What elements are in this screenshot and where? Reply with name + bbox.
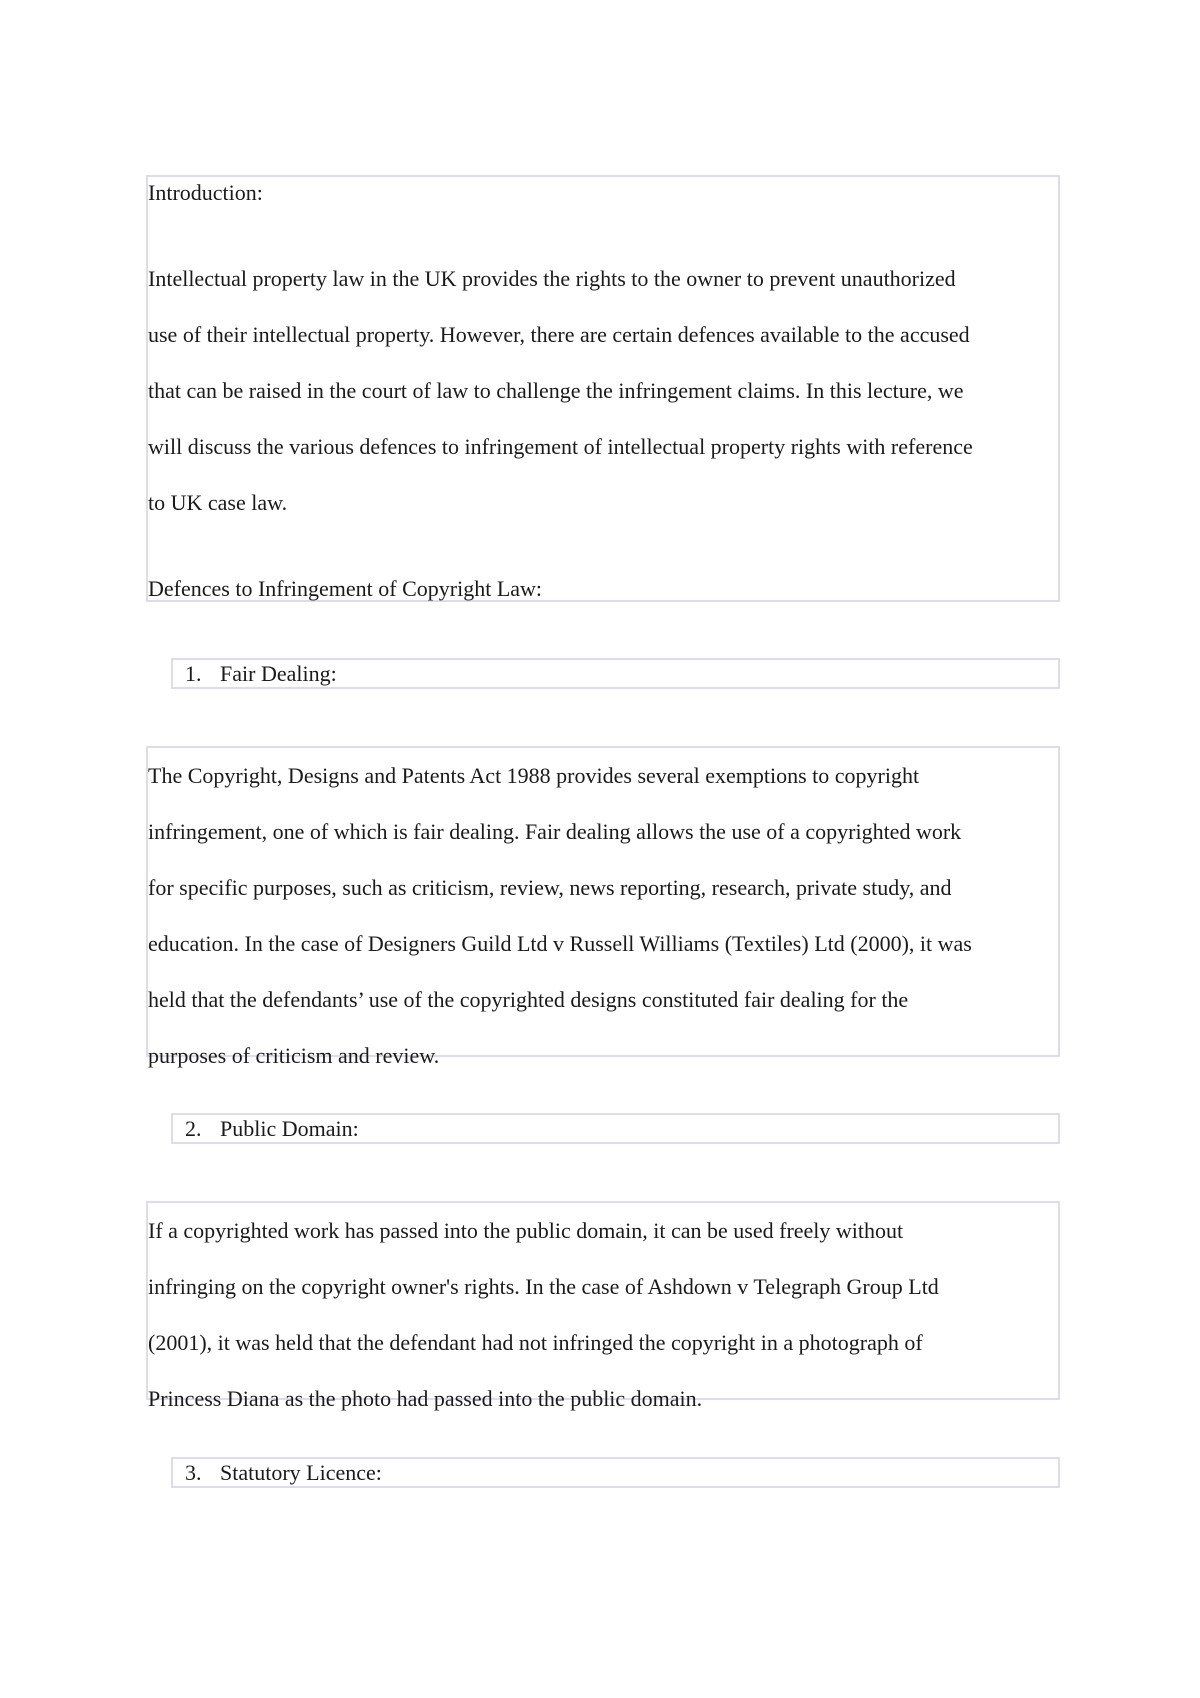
copyright-defences-heading: Defences to Infringement of Copyright Law:	[148, 576, 543, 601]
paragraph-line: education. In the case of Designers Guild Ltd v Russell Williams (Textiles) Ltd (2000), it was	[148, 931, 972, 956]
paragraph-line: (2001), it was held that the defendant had not infringed the copyright in a photograph of	[148, 1330, 923, 1355]
paragraph-line: Princess Diana as the photo had passed into the public domain.	[148, 1386, 703, 1411]
public-domain-paragraph	[148, 1203, 939, 1427]
paragraph-line: purposes of criticism and review.	[148, 1043, 440, 1068]
list-item-statutory-licence	[171, 1457, 1060, 1488]
paragraph-line: to UK case law.	[148, 490, 288, 515]
paragraph-line: infringement, one of which is fair dealing. Fair dealing allows the use of a copyrighted work	[148, 819, 962, 844]
paragraph-line: The Copyright, Designs and Patents Act 1988 provides several exemptions to copyright	[148, 763, 920, 788]
list-item-label: Fair Dealing:	[220, 661, 337, 686]
paragraph-line: held that the defendants’ use of the copyrighted designs constituted fair dealing for the	[148, 987, 909, 1012]
list-number: 1.	[185, 661, 202, 686]
list-item-public-domain	[171, 1113, 1060, 1144]
paragraph-line: will discuss the various defences to infringement of intellectual property rights with reference	[148, 434, 973, 459]
fair-dealing-section	[146, 746, 1060, 1068]
public-domain-section	[146, 1201, 1060, 1411]
list-number: 2.	[185, 1116, 202, 1141]
fair-dealing-paragraph	[148, 748, 972, 1084]
list-item-label: Statutory Licence:	[220, 1460, 382, 1485]
intro-heading: Introduction:	[148, 180, 263, 205]
paragraph-line: use of their intellectual property. However, there are certain defences available to the accused	[148, 322, 970, 347]
intro-paragraph	[148, 251, 973, 531]
list-item-label: Public Domain:	[220, 1116, 359, 1141]
paragraph-line: Intellectual property law in the UK provides the rights to the owner to prevent unauthorized	[148, 266, 956, 291]
list-item-fair-dealing	[171, 658, 1060, 689]
paragraph-line: for specific purposes, such as criticism, review, news reporting, research, private study, and	[148, 875, 952, 900]
intro-section	[146, 175, 1060, 602]
paragraph-line: that can be raised in the court of law to challenge the infringement claims. In this lecture, we	[148, 378, 964, 403]
paragraph-line: If a copyrighted work has passed into the public domain, it can be used freely without	[148, 1218, 904, 1243]
list-number: 3.	[185, 1460, 202, 1485]
paragraph-line: infringing on the copyright owner's rights. In the case of Ashdown v Telegraph Group Ltd	[148, 1274, 939, 1299]
